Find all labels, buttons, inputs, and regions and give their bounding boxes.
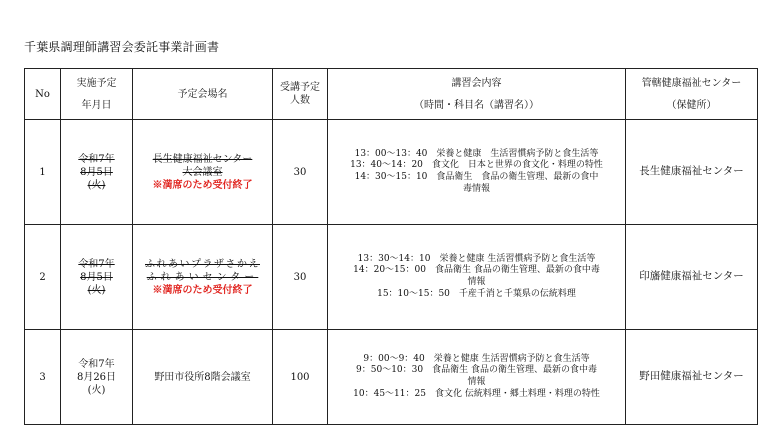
- header-content: 講習会内容 （時間・科目名（講習名））: [328, 69, 626, 120]
- row-date: 令和7年 8月5日 (火): [61, 225, 133, 330]
- row-center: 野田健康福祉センター: [626, 330, 758, 425]
- row-venue: 長生健康福祉センター 大会議室 ※満席のため受付終了: [133, 120, 273, 225]
- row-content: 13：00～13：40 栄養と健康 生活習慣病予防と食生活等 13：40～14：20 食文化 日本と世界の食文化・料理の特性 14：30～15：10 食品衛生 食品の衛生管理、最新の食中 毒情報: [328, 120, 626, 225]
- row-date: 令和7年 8月26日 (火): [61, 330, 133, 425]
- table-row: [25, 330, 758, 425]
- row-content: 13：30～14：10 栄養と健康 生活習慣病予防と食生活等 14：20～15：00 食品衛生 食品の衛生管理、最新の食中毒 情報 15：10～15：50 千産千消と千葉県の伝統料理: [328, 225, 626, 330]
- header-venue: 予定会場名: [133, 69, 273, 120]
- row-no: 3: [25, 330, 61, 425]
- header-center: 管轄健康福祉センター （保健所）: [626, 69, 758, 120]
- row-capacity: 30: [273, 120, 328, 225]
- header-date: 実施予定 年月日: [61, 69, 133, 120]
- row-capacity: 30: [273, 225, 328, 330]
- header-capacity: 受講予定 人数: [273, 69, 328, 120]
- header-no: No: [25, 69, 61, 120]
- row-content: 9：00～9：40 栄養と健康 生活習慣病予防と食生活等 9：50～10：30 食品衛生 食品の衛生管理、最新の食中毒 情報 10：45～11：25 食文化 伝統料理・郷土料理・料理の特性: [328, 330, 626, 425]
- plan-table: [24, 68, 758, 425]
- table-row: [25, 225, 758, 330]
- row-capacity: 100: [273, 330, 328, 425]
- sold-out-notice: ※満席のため受付終了: [152, 179, 253, 191]
- row-venue: 野田市役所8階会議室: [133, 330, 273, 425]
- sold-out-notice: ※満席のため受付終了: [152, 284, 253, 296]
- row-no: 1: [25, 120, 61, 225]
- row-date: 令和7年 8月5日 (火): [61, 120, 133, 225]
- table-header-row: [25, 69, 758, 120]
- row-no: 2: [25, 225, 61, 330]
- document-title: 千葉県調理師講習会委託事業計画書: [24, 40, 220, 54]
- row-center: 印旛健康福祉センター: [626, 225, 758, 330]
- table-row: [25, 120, 758, 225]
- row-venue: ふれあいプラザさかえ ふれあいセンター ※満席のため受付終了: [133, 225, 273, 330]
- row-center: 長生健康福祉センター: [626, 120, 758, 225]
